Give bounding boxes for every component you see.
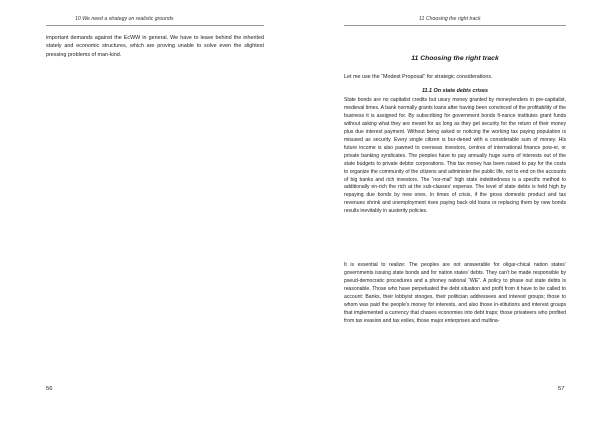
right-running-head: 11 Choosing the right track <box>419 16 481 22</box>
body-paragraph: State bonds are no capitalist credits but usury money granted by moneylenders in pre-capitalist, medieval times. A bank normally grants loans after having been convinced of the profitability of the business it is assigned for. By subscribing for government bonds fi-nance institutes grant funds without asking what they are meant for as long as they get security for the return of their money plus due interest payment. Without being asked or noticing the working tax paying population is misused as security. Every single citizen is bur-dened with a considerable sum of money. His future income is also pawned to overseas investors, centres of international finance pow-er, or private banking syndicates. The peoples have to pay annually huge sums of interests out of the state budgets to private debtor corporations. This tax money has been raised to pay for the costs to organize the community of the citizens and administer the public life, not to end on the accounts of big banks and rich investors. The “nor-mal” high state indebtedness is a specific method to additionally en-rich the rich at the sub-classes’ expense. The level of state debts is held high by repaying due bonds by new ones. In times of crisis, if the gross domestic product and tax revenues shrink and unemployment rises paying back old loans or replacing them by new bonds results inevitably in austerity policies. <box>344 97 566 215</box>
right-page <box>300 0 600 424</box>
left-header-rule <box>46 25 264 26</box>
section-heading: 11.1 On state debts crises <box>421 88 489 94</box>
left-body-text: important demands against the EcWW in general. We have to leave behind the inherited stately and economic structures, which are proving unable to solve even the slightest pressing problems of man-kind. <box>46 35 264 58</box>
left-page-number: 56 <box>46 386 53 392</box>
right-header-rule <box>344 25 566 26</box>
body-paragraph: It is essential to realize: The peoples are not answerable for oligar-chical nation states’ governments issuing state bonds and for nation states’ debts. They can’t be made responsible by pseud-democratic procedures and a phoney national “WE”. A policy to phase out state debts is reasonable. Those who have perpetuated the debt situation and profit from it have to be called to account: Banks, their lobbyist stooges, their politician addressees and interest groups; those to whom was paid the people’s money for interests, and also those in-stitutions and interest groups that implemented a currency that chases economies into debt traps; those privateers who profited from tax evasion and tax exiles, those major enterprises and multina- <box>344 262 566 324</box>
left-running-head: 10 We need a strategy on realistic grounds <box>75 16 174 22</box>
right-page-number: 57 <box>558 386 565 392</box>
chapter-title: 11 Choosing the right track <box>411 55 499 62</box>
intro-text: Let me use the “Modest Proposal” for strategic considerations. <box>344 74 493 80</box>
